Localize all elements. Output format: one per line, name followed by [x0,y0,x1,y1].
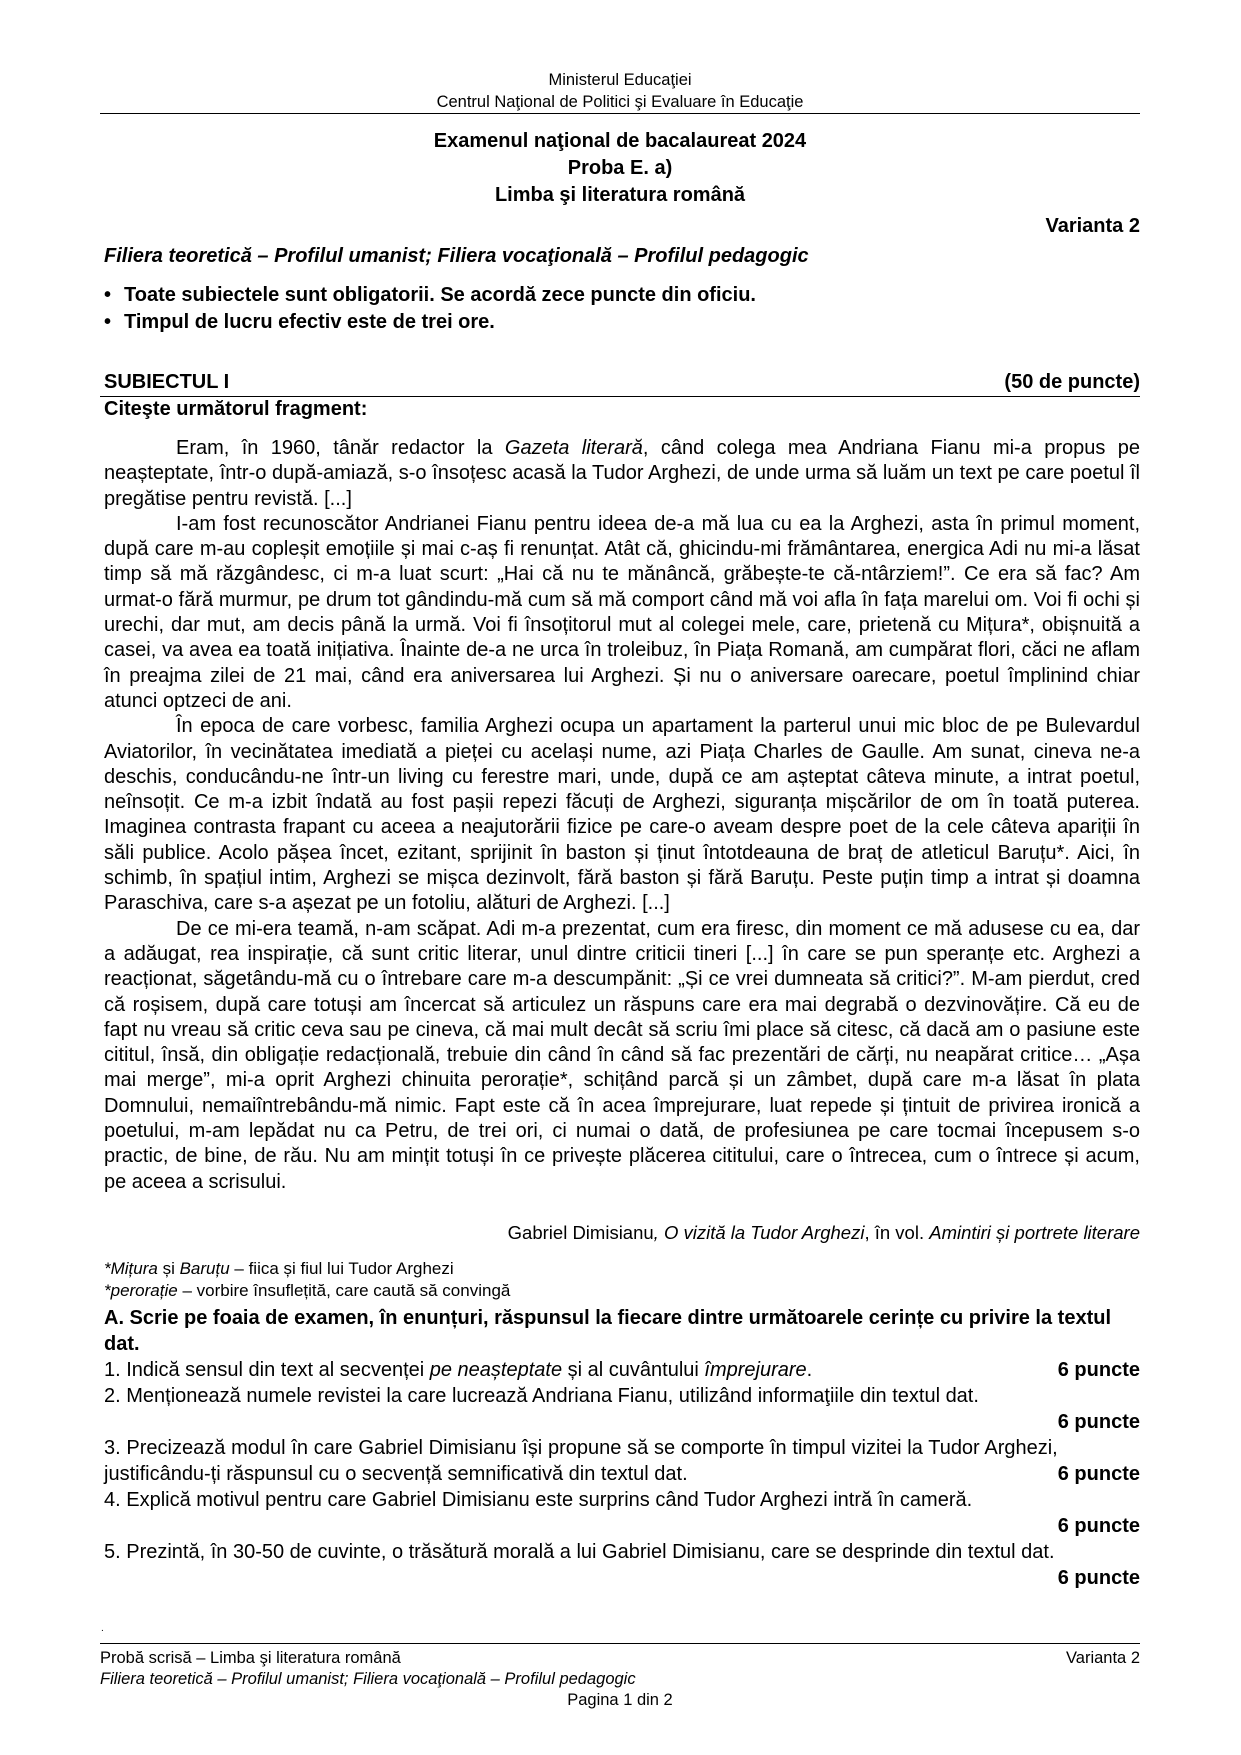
exam-title: Examenul naţional de bacalaureat 2024 [433,130,807,152]
fragment-paragraph: Eram, în 1960, tânăr redactor la Gazeta literară, când colega mea Andriana Fianu mi-a propus pe neașteptate, într-o după-amiază, s-o însoțesc acasă la Tudor Arghezi, de unde urma să luăm un text pe care poetul îl pregătise pentru revistă. [...] [104,437,1140,510]
task-points: 6 puncte [1057,1515,1140,1537]
task-points: 6 puncte [1057,1411,1140,1433]
task-item: 6 puncte 5. Prezintă, în 30-50 de cuvinte, o trăsătură morală a lui Gabriel Dimisianu, care se desprinde din textul dat. [104,1541,1140,1589]
footer-exam: Probă scrisă – Limba şi literatura română [100,1649,401,1667]
subiect-label: SUBIECTUL I [104,371,230,393]
exam-proba: Proba E. a) [567,157,673,179]
filiera-line: Filiera teoretică – Profilul umanist; Filiera vocaţională – Profilul pedagogic [104,245,809,267]
subiect-divider [100,396,1140,397]
subiect-heading [104,371,1140,394]
footer-filiera: Filiera teoretică – Profilul umanist; Filiera vocaţională – Profilul pedagogic [100,1670,636,1688]
center-header: Centrul Naţional de Politici şi Evaluare în Educaţie [436,93,804,111]
subiect-points: (50 de puncte) [1004,371,1140,393]
variant-label: Varianta 2 [1045,215,1140,237]
task-item: 6 puncte 3. Precizează modul în care Gabriel Dimisianu își propune să se comporte în timpul vizitei la Tudor Arghezi, justificându-ți răspunsul cu o secvență semnificativă din textul dat. [104,1437,1140,1485]
task-item: 2. Menționează numele revistei la care lucrează Andriana Fianu, utilizând informaţiile din textul dat. 6 puncte [104,1385,1140,1433]
page-footer [100,1648,1140,1711]
fragment-paragraph: În epoca de care vorbesc, familia Arghezi ocupa un apartament la parterul unui mic bloc de pe Bulevardul Aviatorilor, în vecinătatea imediată a pieței cu același nume, azi Piața Charles de Gaulle. Am sunat, cineva ne-a deschis, conducându-ne într-un living cu ferestre mari, unde, după ce am așteptat câteva minute, a intrat poetul, neînsoțit. Ce m-a izbit îndată au fost pașii repezi făcuți de Arghezi, siguranța mișcărilor de om în toată puterea. Imaginea contrasta frapant cu aceea a neajutorării fizice pe care-o aveam despre poet de la cele câteva apariții în săli publice. Acolo pășea încet, ezitant, sprijinit în baston și ținut întotdeauna de braț de atleticul Baruțu*. Aici, în schimb, în spațiul intim, Arghezi se mișca dezinvolt, fără baston și fără Baruțu. Peste puțin timp a intrat și doamna Paraschiva, care s-a așezat pe un fotoliu, alături de Arghezi. [...] [104,715,1140,915]
task-list [104,1305,1140,1591]
rule-item: • Timpul de lucru efectiv este de trei ore. [104,309,756,336]
fragment-paragraph: De ce mi-era teamă, n-am scăpat. Adi m-a prezentat, cum era firesc, din moment ce mă adusese cu ea, dar a adăugat, rea inspirație, că sunt critic literar, unul dintre criticii tineri [...] în care se pun speranțe etc. Arghezi a reacționat, săgetându-mă cu o întrebare care m-a descumpănit: „Și ce vrei dumneata să critici?”. M-am pierdut, cred că roșisem, după care totuși am încercat să articulez un răspuns care era mai degrabă o dezvinovățire. Că eu de fapt nu vreau să critic ceva sau pe cineva, că mai mult decât să scriu îmi place să citesc, că dacă am o pasiune este cititul, însă, din obligație redacțională, trebuie din când în când să fac prezentări de cărți, nu neapărat critice… „Așa mai merge”, mi-a oprit Arghezi chinuita perorație*, schițând parcă și un zâmbet, după care m-a lăsat în plata Domnului, nemaiîntrebându-mă nimic. Fapt este că în acea împrejurare, luat repede și țintuit de privirea ironică a poetului, m-am lepădat nu ca Petru, de trei ori, ci numai o dată, de profesiunea pe care tocmai începusem s-o practic, de bine, de rău. Nu am mințit totuși în ce privește plăcerea cititului, care o întrecea, cum o întrece și acum, pe aceea a scrisului. [104,917,1140,1193]
instruction: Citeşte următorul fragment: [104,398,368,420]
exam-title-block [100,128,1140,209]
fragment-paragraph: I-am fost recunoscător Andrianei Fianu pentru ideea de-a mă lua cu ea la Arghezi, asta în primul moment, după care m-au copleșit emoțiile și mai c-aș fi renunțat. Atât că, ghicindu-mi frământarea, energica Adi nu mi-a lăsat timp să mă răzgândesc, ci m-a luat scurt: „Hai că nu te mănâncă, grăbește-te că-ntârziem!”. Ce era să fac? Am urmat-o fără murmur, pe drum tot gândindu-mă cum să mă comport când mă voi afla în fața marelui om. Voi fi ochi și urechi, dar mut, am decis până la urmă. Voi fi însoțitorul mut al colegei mele, care, prietenă cu Mițura*, obișnuită a casei, va avea ea toată inițiativa. Înainte de-a ne urca în troleibuz, în Piața Romană, am cumpărat flori, căci ne aflam în preajma zilei de 21 mai, când era aniversarea lui Arghezi. Și nu o aniversare oarecare, poetul împlinind chiar atunci optzeci de ani. [104,512,1140,712]
task-item: 4. Explică motivul pentru care Gabriel Dimisianu este surprins când Tudor Arghezi intră în cameră. 6 puncte [104,1489,1140,1537]
footnote: *perorație – vorbire însuflețită, care caută să convingă [104,1281,511,1300]
fragment-source: Gabriel Dimisianu, O vizită la Tudor Arghezi, în vol. Amintiri și portrete literare [507,1222,1140,1243]
exam-subject: Limba şi literatura română [494,184,746,206]
task-item: 6 puncte 1. Indică sensul din text al secvenței pe neașteptate și al cuvântului împrejurare. [104,1359,1140,1381]
ministry-header: Ministerul Educaţiei [548,71,692,89]
task-intro: A. Scrie pe foaia de examen, în enunțuri, răspunsul la fiecare dintre următoarele cerințe cu privire la textul dat. [104,1307,1112,1355]
task-points: 6 puncte [1057,1463,1140,1485]
footnote: *Mițura și Baruțu – fiica și fiul lui Tudor Arghezi [104,1259,454,1278]
footer-variant: Varianta 2 [1066,1649,1140,1667]
footer-mark: . [101,1623,104,1634]
footnotes [104,1258,510,1302]
task-points: 6 puncte [1057,1359,1140,1381]
exam-rules [104,282,756,336]
footer-divider [100,1643,1140,1644]
task-points: 6 puncte [1057,1567,1140,1589]
page-number: Pagina 1 din 2 [567,1691,673,1709]
rule-item: • Toate subiectele sunt obligatorii. Se acordă zece puncte din oficiu. [104,282,756,309]
header-divider [100,113,1140,114]
fragment-text [104,436,1140,1195]
